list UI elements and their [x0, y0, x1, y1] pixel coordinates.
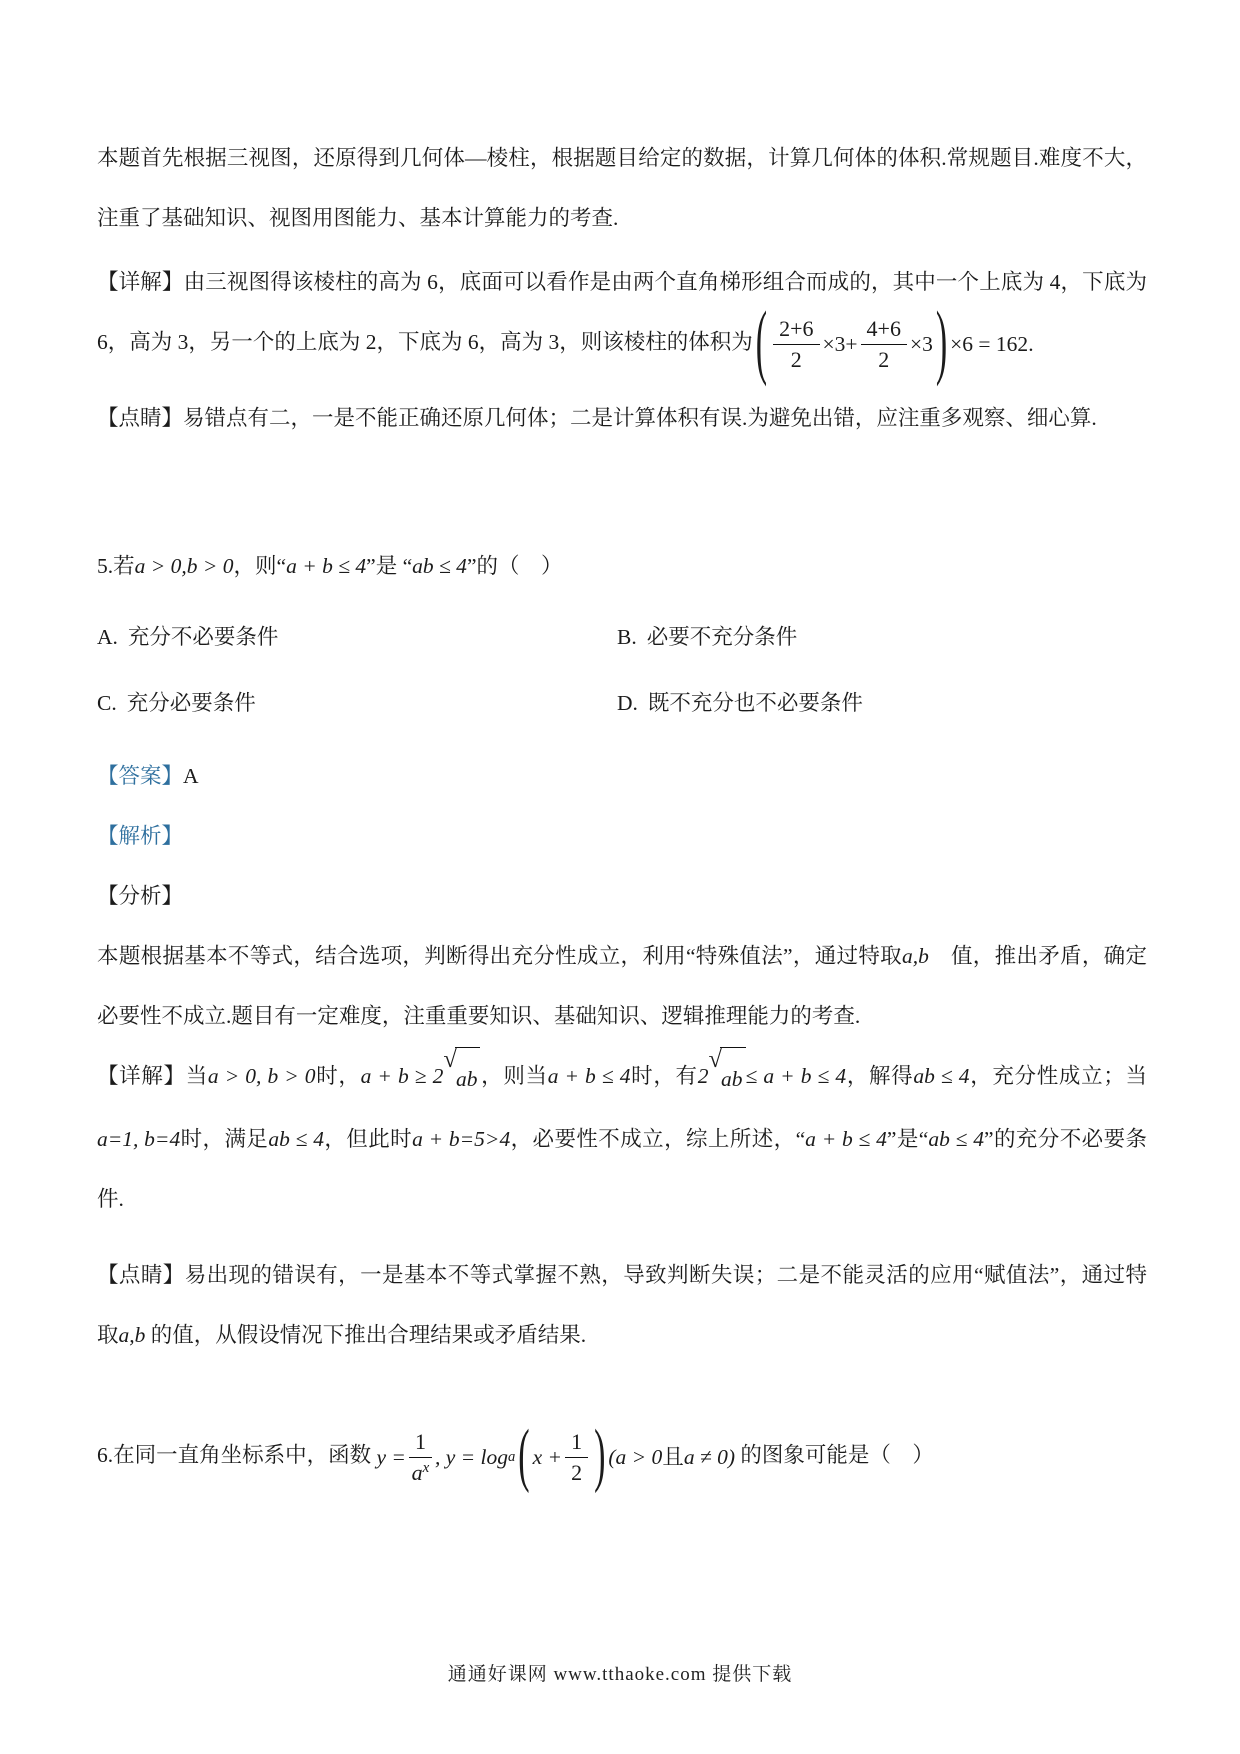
text-fragment: 时， [315, 1064, 361, 1089]
option-label: 充分不必要条件 [127, 625, 279, 650]
option-label: 充分必要条件 [126, 691, 256, 716]
math-fragment: a ≠ 0) [683, 1445, 736, 1470]
math-fragment: a=1, b=4 [97, 1127, 181, 1152]
detail-label: 【详解】 [97, 1064, 186, 1089]
exponent-x: x [422, 1459, 430, 1476]
text-fragment: ”是“ [886, 1127, 929, 1152]
text-fragment: ，则“ [233, 554, 287, 579]
fraction-numerator: 4+6 [861, 315, 907, 345]
text-fragment: 本题根据基本不等式，结合选项，判断得出充分性成立，利用“特殊值法”，通过特取 [97, 944, 902, 969]
math-fragment: a > 0,b > 0 [134, 554, 234, 579]
math-fragment: a + b ≤ 4 [547, 1064, 631, 1089]
radicand: ab [720, 1047, 746, 1109]
text-fragment: 的值，从假设情况下推出合理结果或矛盾结果. [145, 1323, 587, 1348]
q4-detail-text: 由三视图得该棱柱的高为 6，底面可以看作是由两个直角梯形组合而成的，其中一个上底为 4，下底为 6，高为 3，另一个的上底为 2，下底为 6，高为 3，则该棱柱的体积为 [97, 270, 1147, 354]
fenxi-label: 【分析】 [97, 884, 184, 909]
tip-label: 【点睛】 [97, 1263, 185, 1288]
left-paren: ( [755, 297, 768, 389]
left-paren: ( [518, 1417, 530, 1495]
text-qie: 且 [662, 1445, 684, 1470]
fraction-numerator: 1 [565, 1428, 588, 1458]
math-fragment: a + b=5>4 [412, 1127, 511, 1152]
detail-label: 【详解】 [97, 270, 184, 294]
radicand: ab [455, 1047, 481, 1109]
text-fragment: 值，推出矛盾，确定必要性不成立.题目有一定难度，注重重要知识、基础知识、逻辑推理能力的考查. [97, 944, 1147, 1029]
math-fragment: a,b [118, 1323, 146, 1348]
fraction-denominator: 2 [790, 346, 802, 372]
option-c [97, 688, 617, 718]
text-fragment: ，解得 [846, 1064, 914, 1089]
jiexi-label: 【解析】 [97, 824, 184, 849]
fraction-numerator: 2+6 [773, 315, 819, 345]
math-fragment: x + [532, 1445, 563, 1470]
radical-sign: √ [708, 1046, 723, 1074]
option-label: 必要不充分条件 [646, 625, 798, 650]
math-fragment: 2 [697, 1064, 709, 1089]
q4-tip-text: 易错点有二，一是不能正确还原几何体；二是计算体积有误.为避免出错，应注重多观察、细心算. [183, 406, 1097, 431]
fraction-denominator: 2 [878, 346, 890, 372]
math-fragment: ab ≤ 4 [928, 1127, 984, 1152]
math-fragment: ×3 [909, 332, 933, 357]
fraction-numerator: 1 [409, 1428, 432, 1458]
fraction-4plus6-over-2 [861, 315, 907, 373]
option-key: C. [97, 691, 117, 716]
fraction-1-over-2 [565, 1428, 588, 1486]
q4-tip-paragraph [97, 388, 1147, 448]
option-key: A. [97, 625, 118, 650]
sqrt-expression [708, 1047, 745, 1109]
text-fragment: ，充分性成立；当 [969, 1064, 1147, 1089]
q5-jiexi-line [97, 806, 1147, 866]
fraction-2plus6-over-2 [773, 315, 819, 373]
right-paren: ) [594, 1417, 606, 1495]
q5-options [97, 622, 1147, 718]
q4-detail-paragraph [97, 252, 1147, 389]
text-fragment: ”的（ ） [466, 554, 563, 579]
text-fragment: 时，满足 [180, 1127, 269, 1152]
fraction-denominator [409, 1458, 432, 1487]
q5-question [97, 536, 1147, 596]
q5-answer-line [97, 746, 1147, 806]
option-d [617, 688, 1147, 718]
question-number-text: 6.在同一直角坐标系中，函数 [97, 1443, 372, 1468]
fraction-denominator: 2 [571, 1459, 583, 1485]
variable-a: a [411, 1459, 423, 1485]
text-fragment: ”是 “ [366, 554, 413, 579]
period: . [1028, 332, 1034, 357]
math-fragment: y = [376, 1445, 406, 1470]
math-fragment: , y = log [434, 1445, 508, 1470]
sqrt-expression [443, 1047, 480, 1109]
math-fragment: ab ≤ 4 [412, 554, 467, 579]
q4-analysis-paragraph: 本题首先根据三视图，还原得到几何体—棱柱，根据题目给定的数据，计算几何体的体积.常规题目.难度不大，注重了基础知识、视图用图能力、基本计算能力的考查. [97, 146, 1147, 230]
math-fragment: a + b ≤ 4 [805, 1127, 887, 1152]
q5-fenxi-paragraph [97, 926, 1147, 1046]
math-fragment: a > 0, b > 0 [207, 1064, 316, 1089]
text-fragment: ，但此时 [323, 1127, 413, 1152]
text-fragment: 当 [185, 1064, 208, 1089]
option-key: D. [617, 691, 638, 716]
q5-tip-paragraph [97, 1245, 1147, 1365]
fraction-1-over-a-pow-x [409, 1428, 432, 1486]
option-b [617, 622, 1147, 652]
q5-fenxi-line [97, 866, 1147, 926]
math-fragment: (a > 0 [608, 1445, 663, 1470]
math-fragment: ab ≤ 4 [913, 1064, 970, 1089]
text-fragment: 的图象可能是（ ） [735, 1443, 934, 1468]
math-fragment: ×6 = 162 [950, 332, 1029, 357]
math-fragment: a + b ≤ 4 [286, 554, 367, 579]
question-number-text: 5.若 [97, 554, 135, 579]
q5-detail-paragraph [97, 1046, 1147, 1229]
text-fragment: ，必要性不成立，综上所述，“ [510, 1127, 806, 1152]
answer-value: A [183, 764, 199, 789]
text-fragment: 时，有 [630, 1064, 698, 1089]
math-fragment: ≤ a + b ≤ 4 [745, 1064, 847, 1089]
q4-volume-formula [753, 297, 1034, 389]
math-fragment: ab ≤ 4 [268, 1127, 324, 1152]
math-fragment: a,b [901, 944, 929, 969]
math-fragment: ×3+ [822, 332, 858, 357]
text-fragment: 易出现的错误有，一是基本不等式掌握不熟，导致判断失误；二是不能灵活的应用“赋值法”，通过特取 [97, 1263, 1147, 1348]
right-paren: ) [935, 297, 948, 389]
q6-question [97, 1417, 1147, 1495]
radical-sign: √ [443, 1046, 457, 1074]
math-fragment: a + b ≥ 2 [360, 1064, 444, 1089]
option-a [97, 622, 617, 652]
page-footer: 通通好课网 www.tthaoke.com 提供下载 [447, 1664, 793, 1685]
text-fragment: ”的充分不必要条件. [97, 1127, 1147, 1212]
option-label: 既不充分也不必要条件 [647, 691, 863, 716]
option-key: B. [617, 625, 637, 650]
q6-reciprocal-formula [376, 1417, 736, 1495]
tip-label: 【点睛】 [97, 406, 184, 431]
text-fragment: ，则当 [480, 1064, 548, 1089]
answer-label: 【答案】 [97, 764, 184, 789]
log-base: a [507, 1449, 516, 1466]
